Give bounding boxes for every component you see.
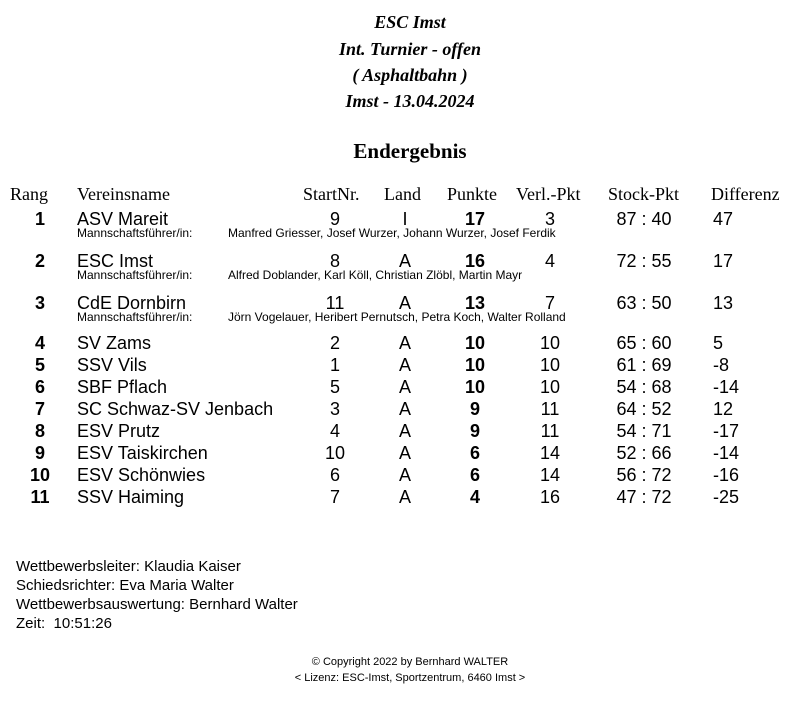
points: 4 bbox=[469, 487, 480, 507]
lost-points: 10 bbox=[539, 377, 561, 397]
points: 13 bbox=[464, 293, 486, 313]
surface-subtitle: ( Asphaltbahn ) bbox=[352, 65, 468, 85]
team-label: Mannschaftsführer/in: bbox=[77, 268, 193, 282]
points: 9 bbox=[469, 421, 480, 441]
tournament-title: Int. Turnier - offen bbox=[338, 39, 482, 59]
difference: -25 bbox=[713, 487, 740, 507]
points: 10 bbox=[464, 377, 486, 397]
difference: 12 bbox=[713, 399, 734, 419]
table-row bbox=[0, 332, 800, 354]
points: 16 bbox=[464, 251, 486, 271]
lost-points: 3 bbox=[544, 209, 555, 229]
referee: Schiedsrichter: Eva Maria Walter bbox=[16, 577, 234, 594]
club-name: CdE Dornbirn bbox=[77, 293, 187, 313]
time-line bbox=[16, 614, 112, 633]
table-row bbox=[0, 442, 800, 464]
lost-points: 10 bbox=[539, 333, 561, 353]
club-name: ESC Imst bbox=[77, 251, 154, 271]
club-name: SSV Vils bbox=[77, 355, 147, 375]
country: A bbox=[398, 421, 411, 441]
rank: 11 bbox=[30, 487, 50, 507]
club-name: SV Zams bbox=[77, 333, 152, 353]
country: A bbox=[398, 333, 411, 353]
team-line bbox=[0, 310, 800, 324]
country: A bbox=[398, 293, 411, 313]
rank: 10 bbox=[29, 465, 51, 485]
club-name: ESV Prutz bbox=[77, 421, 161, 441]
lost-points: 11 bbox=[540, 421, 560, 441]
stock-points: 47 : 72 bbox=[616, 487, 672, 507]
country: A bbox=[398, 355, 411, 375]
evaluation: Wettbewerbsauswertung: Bernhard Walter bbox=[16, 596, 298, 613]
points: 10 bbox=[464, 333, 486, 353]
rank: 4 bbox=[34, 333, 45, 353]
country: I bbox=[402, 209, 408, 229]
points: 10 bbox=[464, 355, 486, 375]
rank: 1 bbox=[34, 209, 45, 229]
start-number: 5 bbox=[329, 377, 340, 397]
club-name: ESV Schönwies bbox=[77, 465, 206, 485]
team-label: Mannschaftsführer/in: bbox=[77, 226, 193, 240]
club-title: ESC Imst bbox=[374, 12, 446, 32]
start-number: 11 bbox=[325, 293, 345, 313]
stock-points: 65 : 60 bbox=[616, 333, 672, 353]
start-number: 8 bbox=[329, 251, 340, 271]
difference: -14 bbox=[713, 443, 740, 463]
team-members: Jörn Vogelauer, Heribert Pernutsch, Petra Koch, Walter Rolland bbox=[228, 310, 566, 324]
start-number: 6 bbox=[329, 465, 340, 485]
stock-points: 63 : 50 bbox=[616, 293, 672, 313]
table-row bbox=[0, 486, 800, 508]
stock-points: 56 : 72 bbox=[616, 465, 672, 485]
stock-points: 54 : 71 bbox=[616, 421, 672, 441]
rank: 9 bbox=[34, 443, 45, 463]
difference: -17 bbox=[713, 421, 740, 441]
club-name: ASV Mareit bbox=[77, 209, 169, 229]
lost-points: 14 bbox=[539, 465, 561, 485]
time-label: Zeit: bbox=[16, 615, 46, 632]
points: 6 bbox=[469, 465, 480, 485]
country: A bbox=[398, 443, 411, 463]
col-land: Land bbox=[384, 184, 421, 204]
place-date: Imst - 13.04.2024 bbox=[345, 91, 475, 111]
country: A bbox=[398, 251, 411, 271]
start-number: 9 bbox=[329, 209, 340, 229]
stock-points: 64 : 52 bbox=[616, 399, 672, 419]
rank: 3 bbox=[34, 293, 45, 313]
points: 6 bbox=[469, 443, 480, 463]
difference: 47 bbox=[713, 209, 734, 229]
lost-points: 10 bbox=[539, 355, 561, 375]
stock-points: 54 : 68 bbox=[616, 377, 672, 397]
club-name: SSV Haiming bbox=[77, 487, 185, 507]
start-number: 2 bbox=[329, 333, 340, 353]
team-label: Mannschaftsführer/in: bbox=[77, 310, 193, 324]
team-members: Alfred Doblander, Karl Köll, Christian Zlöbl, Martin Mayr bbox=[228, 268, 523, 282]
table-row bbox=[0, 464, 800, 486]
difference: -8 bbox=[713, 355, 730, 375]
country: A bbox=[398, 377, 411, 397]
start-number: 4 bbox=[329, 421, 340, 441]
license: < Lizenz: ESC-Imst, Sportzentrum, 6460 Imst > bbox=[294, 672, 526, 684]
team-members: Manfred Griesser, Josef Wurzer, Johann Wurzer, Josef Ferdik bbox=[228, 226, 556, 240]
lost-points: 14 bbox=[539, 443, 561, 463]
rank: 8 bbox=[34, 421, 45, 441]
stock-points: 87 : 40 bbox=[616, 209, 672, 229]
col-verl-pkt: Verl.-Pkt bbox=[516, 184, 581, 204]
copyright: © Copyright 2022 by Bernhard WALTER bbox=[311, 656, 509, 668]
stock-points: 61 : 69 bbox=[616, 355, 672, 375]
col-punkte: Punkte bbox=[447, 184, 498, 204]
difference: 5 bbox=[713, 333, 724, 353]
points: 9 bbox=[469, 399, 480, 419]
difference: -16 bbox=[713, 465, 740, 485]
stock-points: 72 : 55 bbox=[616, 251, 672, 271]
competition-leader: Wettbewerbsleiter: Klaudia Kaiser bbox=[16, 558, 241, 575]
col-verein: Vereinsname bbox=[77, 184, 170, 204]
section-title: Endergebnis bbox=[353, 139, 467, 163]
points: 17 bbox=[464, 209, 486, 229]
col-startnr: StartNr. bbox=[303, 184, 360, 204]
start-number: 1 bbox=[329, 355, 340, 375]
lost-points: 4 bbox=[544, 251, 555, 271]
rank: 2 bbox=[34, 251, 45, 271]
rank: 6 bbox=[34, 377, 45, 397]
start-number: 10 bbox=[324, 443, 346, 463]
rank: 7 bbox=[34, 399, 45, 419]
lost-points: 11 bbox=[540, 399, 560, 419]
time-value: 10:51:26 bbox=[53, 615, 112, 632]
col-stock-pkt: Stock-Pkt bbox=[608, 184, 680, 204]
start-number: 7 bbox=[329, 487, 340, 507]
rank: 5 bbox=[34, 355, 45, 375]
difference: 13 bbox=[713, 293, 734, 313]
club-name: SC Schwaz-SV Jenbach bbox=[77, 399, 274, 419]
col-differenz: Differenz bbox=[711, 184, 780, 204]
lost-points: 7 bbox=[544, 293, 555, 313]
difference: -14 bbox=[713, 377, 740, 397]
difference: 17 bbox=[713, 251, 734, 271]
lost-points: 16 bbox=[539, 487, 561, 507]
country: A bbox=[398, 465, 411, 485]
table-row bbox=[0, 354, 800, 376]
club-name: SBF Pflach bbox=[77, 377, 168, 397]
stock-points: 52 : 66 bbox=[616, 443, 672, 463]
country: A bbox=[398, 487, 411, 507]
team-line bbox=[0, 226, 800, 240]
table-row bbox=[0, 398, 800, 420]
table-row bbox=[0, 376, 800, 398]
start-number: 3 bbox=[329, 399, 340, 419]
col-rang: Rang bbox=[10, 184, 48, 204]
country: A bbox=[398, 399, 411, 419]
club-name: ESV Taiskirchen bbox=[77, 443, 208, 463]
team-line bbox=[0, 268, 800, 282]
table-row bbox=[0, 420, 800, 442]
